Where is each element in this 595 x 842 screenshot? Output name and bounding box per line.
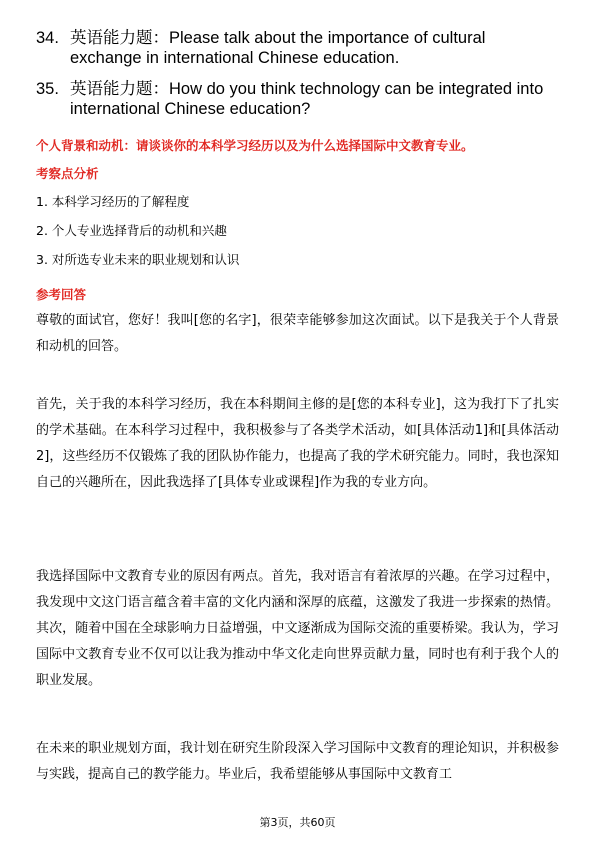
answer-label: 参考回答 <box>36 287 87 302</box>
analysis-label: 考察点分析 <box>36 166 99 181</box>
current-question-heading: 个人背景和动机：请谈谈你的本科学习经历以及为什么选择国际中文教育专业。 <box>36 138 474 153</box>
analysis-item: 2. 个人专业选择背后的动机和兴趣 <box>36 223 227 238</box>
answer-paragraph: 首先，关于我的本科学习经历，我在本科期间主修的是[您的本科专业]，这为我打下了扎实的学术基础。在本科学习过程中，我积极参与了各类学术活动，如[具体活动1]和[具体活动2]，这些经历不仅锻炼了我的团队协作能力，也提高了我的学术研究能力。同时，我也深知自己的兴趣所在，因此我选择了[具体专业或课程]作为我的专业方向。 <box>36 397 559 490</box>
question-text: 英语能力题：Please talk about the importance of cultural exchange in international Chinese education. <box>70 29 486 67</box>
answer-paragraph: 我选择国际中文教育专业的原因有两点。首先，我对语言有着浓厚的兴趣。在学习过程中，我发现中文这门语言蕴含着丰富的文化内涵和深厚的底蕴，这激发了我进一步探索的热情。其次，随着中国在全球影响力日益增强，中文逐渐成为国际交流的重要桥梁。我认为，学习国际中文教育专业不仅可以让我为推动中华文化走向世界贡献力量，同时也有利于我个人的职业发展。 <box>36 569 559 688</box>
analysis-item: 1. 本科学习经历的了解程度 <box>36 194 190 209</box>
answer-paragraph: 在未来的职业规划方面，我计划在研究生阶段深入学习国际中文教育的理论知识，并积极参与实践，提高自己的教学能力。毕业后，我希望能够从事国际中文教育工 <box>36 741 559 782</box>
answer-paragraph: 尊敬的面试官，您好！我叫[您的名字]，很荣幸能够参加这次面试。以下是我关于个人背景和动机的回答。 <box>36 313 559 354</box>
page-footer: 第3页，共60页 <box>259 816 336 829</box>
question-number: 34. <box>36 29 59 47</box>
question-text: 英语能力题：How do you think technology can be integrated into international Chinese education? <box>70 80 544 118</box>
question-number: 35. <box>36 80 59 98</box>
analysis-item: 3. 对所选专业未来的职业规划和认识 <box>36 252 240 267</box>
